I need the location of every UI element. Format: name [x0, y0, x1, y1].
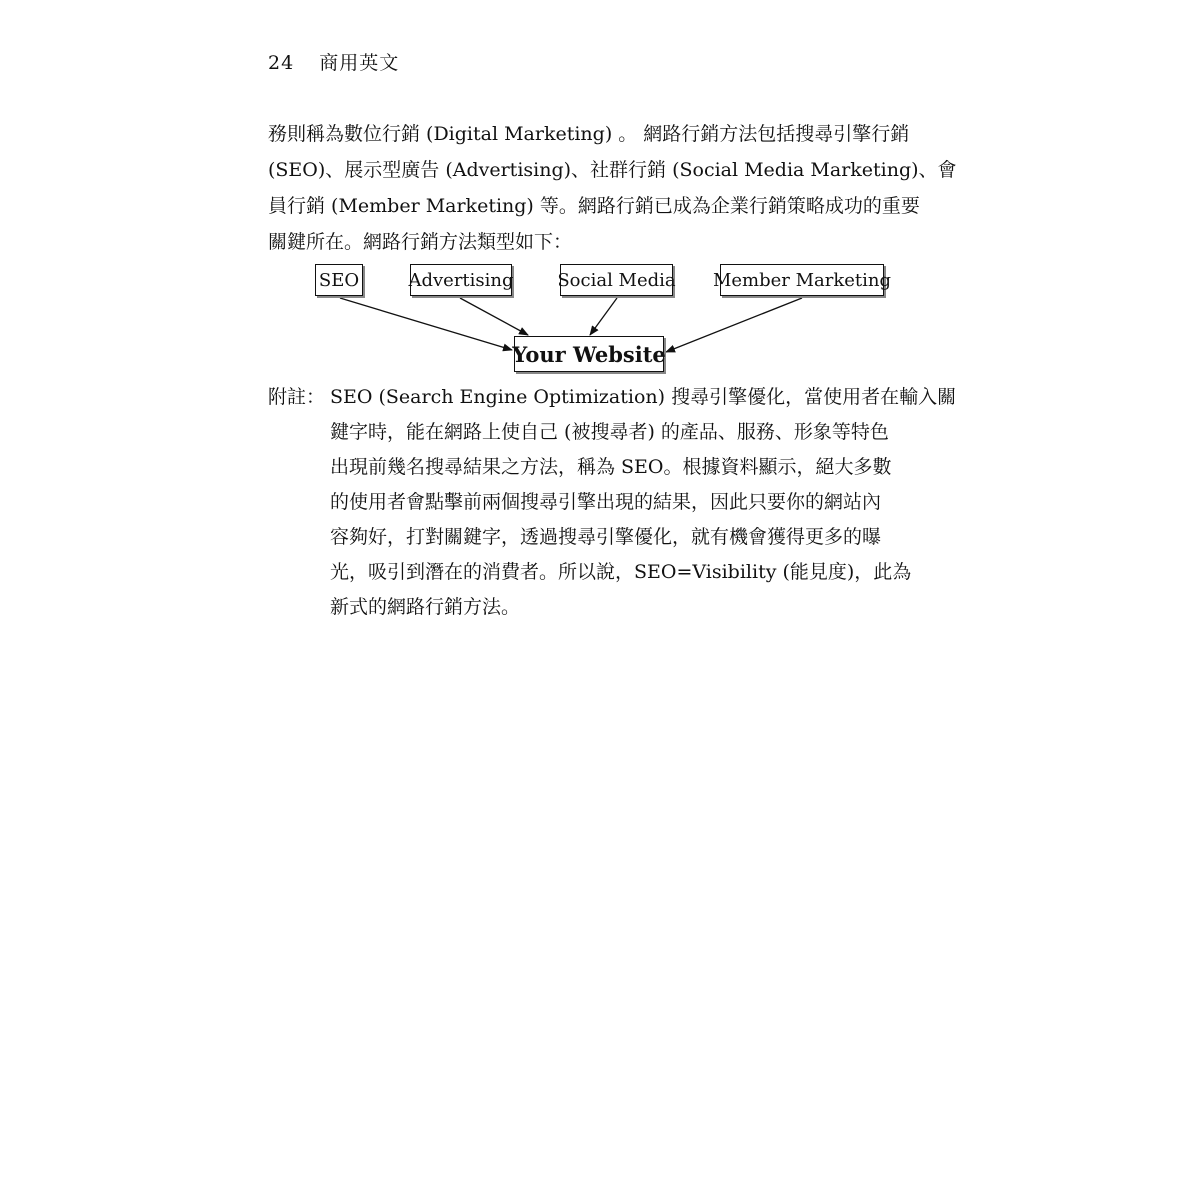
intro-paragraph [268, 116, 957, 260]
source-box-member-marketing: Member Marketing [720, 264, 884, 296]
arrow-seo [340, 298, 512, 350]
note-line: 的使用者會點擊前兩個搜尋引擎出現的結果，因此只要你的網站內 [330, 491, 882, 513]
arrow-advertising [460, 298, 528, 335]
paragraph-line: (SEO)、展示型廣告 (Advertising)、社群行銷 (Social Media Marketing)、會 [268, 159, 957, 181]
note-label: 附註： [268, 386, 326, 408]
note-line: 新式的網路行銷方法。 [330, 596, 521, 618]
arrow-social-media [590, 298, 617, 335]
book-title: 商用英文 [319, 52, 400, 74]
note-line: SEO (Search Engine Optimization) 搜尋引擎優化，當使用者在輸入關 [330, 386, 957, 408]
source-box-seo: SEO [315, 264, 363, 296]
source-box-advertising: Advertising [410, 264, 512, 296]
paragraph-line: 員行銷 (Member Marketing) 等。網路行銷已成為企業行銷策略成功的重要 [268, 195, 920, 217]
source-box-social-media: Social Media [560, 264, 673, 296]
marketing-methods-diagram [300, 258, 900, 378]
page-header [268, 48, 399, 75]
paragraph-line: 關鍵所在。網路行銷方法類型如下： [268, 231, 573, 253]
note-line: 光，吸引到潛在的消費者。所以說，SEO=Visibility (能見度)，此為 [330, 561, 912, 583]
target-box-your-website: Your Website [514, 336, 664, 372]
arrow-member-marketing [666, 298, 802, 352]
paragraph-line: 務則稱為數位行銷 (Digital Marketing) 。 網路行銷方法包括搜尋引擎行銷 [268, 123, 910, 145]
note-line: 容夠好，打對關鍵字，透過搜尋引擎優化，就有機會獲得更多的曝 [330, 526, 882, 548]
note-body [330, 380, 957, 625]
note-line: 鍵字時，能在網路上使自己 (被搜尋者) 的產品、服務、形象等特色 [330, 421, 889, 443]
note-line: 出現前幾名搜尋結果之方法，稱為 SEO。根據資料顯示，絕大多數 [330, 456, 892, 478]
page-number: 24 [268, 52, 295, 74]
